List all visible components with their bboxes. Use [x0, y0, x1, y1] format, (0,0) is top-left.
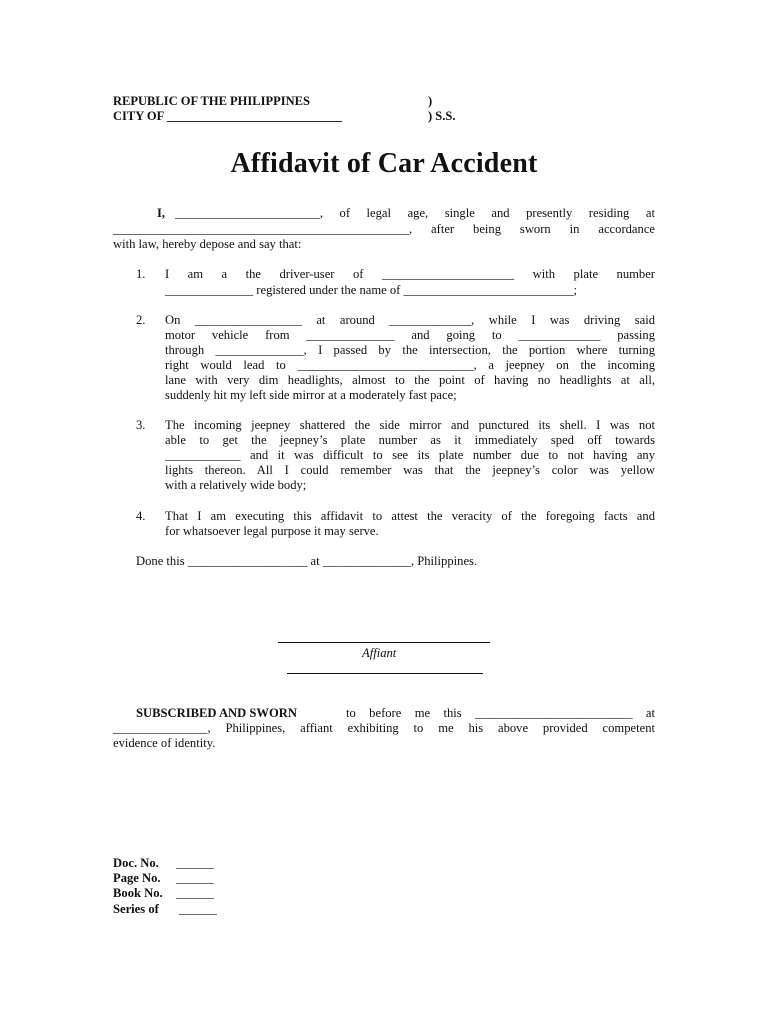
- jurat-bold: SUBSCRIBED AND SWORN: [136, 706, 297, 720]
- header-city: CITY OF ____________________________: [113, 109, 342, 123]
- book-no-blank: ______: [176, 886, 214, 900]
- item-4-line: That I am executing this affidavit to attest the veracity of the foregoing facts and: [165, 509, 655, 523]
- intro-i: I,: [157, 206, 166, 220]
- item-2-line: right would lead to ____________________________, a jeepney on the incoming: [165, 358, 655, 372]
- header-republic-paren: ): [428, 94, 433, 108]
- item-3-line: lights thereon. All I could remember was that the jeepney’s color was yellow: [165, 463, 655, 477]
- book-no-label: Book No.: [113, 886, 163, 900]
- item-2-line: On _________________ at around _____________, while I was driving said: [165, 313, 655, 327]
- item-number: 1.: [136, 267, 146, 281]
- done-this-line: Done this ___________________ at ______________, Philippines.: [136, 554, 478, 568]
- intro-line-3: with law, hereby depose and say that:: [113, 237, 302, 251]
- intro-line-1: _______________________, of legal age, single and presently residing at: [175, 206, 655, 220]
- item-3-line: able to get the jeepney’s plate number as it immediately sped off towards: [165, 433, 655, 447]
- intro-line-2: _______________________________________________, after being sworn in accordance: [113, 222, 655, 236]
- item-2-line: suddenly hit my left side mirror at a moderately fast pace;: [165, 388, 457, 402]
- item-1-line: ______________ registered under the name of ___________________________;: [165, 283, 578, 297]
- affiant-label: Affiant: [362, 646, 397, 660]
- affiant-signature-line: [278, 642, 490, 643]
- item-3-line: The incoming jeepney shattered the side mirror and punctured its shell. I was not: [165, 418, 655, 432]
- item-2-line: through ______________, I passed by the intersection, the portion where turning: [165, 343, 655, 357]
- doc-no-label: Doc. No.: [113, 856, 159, 870]
- jurat-line-3: evidence of identity.: [113, 736, 216, 750]
- jurat-line-1: to before me this _________________________ at: [346, 706, 655, 720]
- page-no-label: Page No.: [113, 871, 161, 885]
- affiant-second-line: [287, 673, 483, 674]
- doc-no-blank: ______: [176, 856, 214, 870]
- header-republic: REPUBLIC OF THE PHILIPPINES: [113, 94, 310, 108]
- item-3-line: with a relatively wide body;: [165, 478, 307, 492]
- item-number: 2.: [136, 313, 146, 327]
- jurat-line-2: _______________, Philippines, affiant exhibiting to me his above provided competent: [113, 721, 655, 735]
- item-2-line: motor vehicle from ______________ and going to _____________ passing: [165, 328, 655, 342]
- series-of-blank: ______: [179, 902, 217, 916]
- series-of-label: Series of: [113, 902, 159, 916]
- item-2-line: lane with very dim headlights, almost to the point of having no headlights at all,: [165, 373, 655, 387]
- item-4-line: for whatsoever legal purpose it may serve.: [165, 524, 379, 538]
- item-number: 4.: [136, 509, 146, 523]
- item-3-line: ____________ and it was difficult to see its plate number due to not having any: [165, 448, 655, 462]
- page-no-blank: ______: [176, 871, 214, 885]
- header-ss: ) S.S.: [428, 109, 456, 123]
- item-number: 3.: [136, 418, 146, 432]
- item-1-line: I am a the driver-user of _____________________ with plate number: [165, 267, 655, 281]
- document-title: Affidavit of Car Accident: [230, 148, 538, 179]
